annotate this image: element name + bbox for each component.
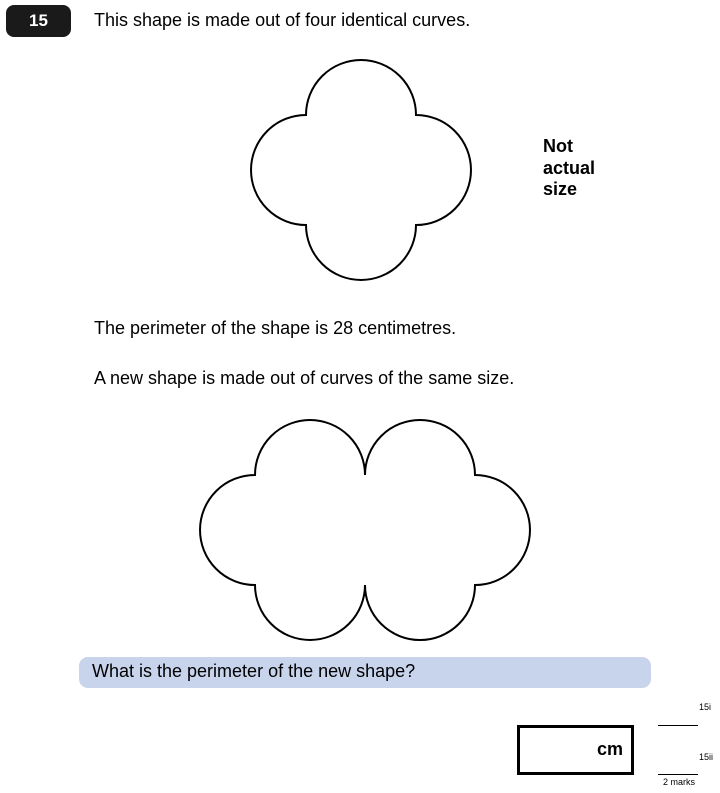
mark-line-2 <box>658 774 698 775</box>
question-prompt: What is the perimeter of the new shape? <box>92 661 416 681</box>
question-number: 15 <box>6 5 71 37</box>
not-actual-size-note <box>543 136 595 201</box>
note-line-1: Not <box>543 136 573 156</box>
mark-code-15ii: 15ii <box>699 752 714 762</box>
mark-line-1 <box>658 725 698 726</box>
mark-code-15i: 15i <box>699 702 712 712</box>
question-prompt-bar <box>79 657 651 688</box>
four-curve-shape <box>241 50 481 290</box>
new-shape-statement: A new shape is made out of curves of the same size. <box>94 368 515 388</box>
note-line-2: actual <box>543 157 596 178</box>
note-line-3: size <box>543 179 578 199</box>
answer-box[interactable] <box>517 725 634 775</box>
perimeter-statement: The perimeter of the shape is 28 centimetres. <box>94 318 457 338</box>
marks-label: 2 marks <box>663 777 696 787</box>
six-curve-shape <box>190 410 540 650</box>
answer-unit: cm <box>596 739 623 759</box>
four-curve-outline <box>251 60 471 280</box>
six-curve-outline <box>200 420 530 640</box>
question-intro: This shape is made out of four identical curves. <box>94 10 471 30</box>
